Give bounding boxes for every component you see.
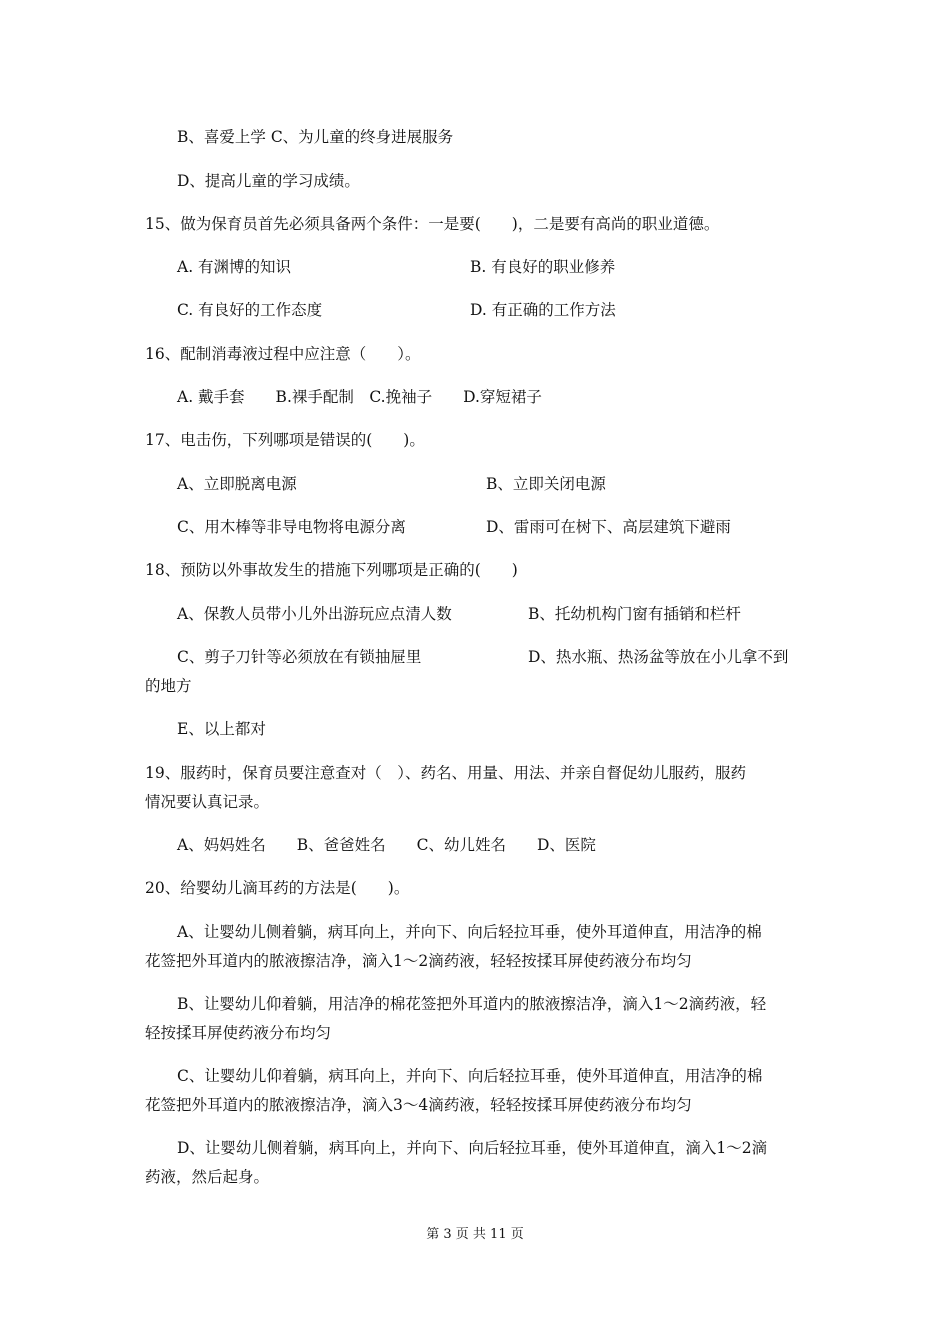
q15-option-b: B. 有良好的职业修养 (470, 258, 616, 276)
page-footer: 第 3 页 共 11 页 (426, 1227, 524, 1242)
q20-option-d: D、让婴幼儿侧着躺，病耳向上，并向下、向后轻拉耳垂，使外耳道伸直，滴入1～2滴 (177, 1139, 768, 1157)
q20-option-b: B、让婴幼儿仰着躺，用洁净的棉花签把外耳道内的脓液擦洁净，滴入1～2滴药液，轻 (177, 995, 767, 1013)
q17-option-b: B、立即关闭电源 (486, 475, 606, 493)
q20-option-b-cont: 轻按揉耳屏使药液分布均匀 (145, 1024, 332, 1042)
q17-stem: 17、电击伤，下列哪项是错误的( )。 (145, 431, 425, 449)
q19-stem: 19、服药时，保育员要注意查对（ ）、药名、用量、用法、并亲自督促幼儿服药，服药 (145, 764, 746, 782)
q17-option-c: C、用木棒等非导电物将电源分离 (177, 518, 406, 536)
q20-option-a-cont: 花签把外耳道内的脓液擦洁净，滴入1～2滴药液，轻轻按揉耳屏使药液分布均匀 (145, 952, 692, 970)
q18-option-c: C、剪子刀针等必须放在有锁抽屉里 (177, 648, 422, 666)
q19-options: A、妈妈姓名 B、爸爸姓名 C、幼儿姓名 D、医院 (177, 836, 596, 854)
q20-option-d-cont: 药液，然后起身。 (145, 1168, 270, 1186)
q15-option-c: C. 有良好的工作态度 (177, 301, 323, 319)
q20-option-a: A、让婴幼儿侧着躺，病耳向上，并向下、向后轻拉耳垂，使外耳道伸直，用洁净的棉 (177, 923, 762, 941)
q15-option-d: D. 有正确的工作方法 (470, 301, 616, 319)
q18-option-a: A、保教人员带小儿外出游玩应点清人数 (177, 605, 452, 623)
q14-option-d: D、提高儿童的学习成绩。 (177, 172, 360, 190)
q18-stem: 18、预防以外事故发生的措施下列哪项是正确的( ) (145, 561, 518, 579)
q18-option-d-cont: 的地方 (145, 677, 192, 695)
q20-stem: 20、给婴幼儿滴耳药的方法是( )。 (145, 879, 410, 897)
q16-options: A. 戴手套 B.裸手配制 C.挽袖子 D.穿短裙子 (177, 388, 542, 406)
q18-option-d: D、热水瓶、热汤盆等放在小儿拿不到 (528, 648, 789, 666)
q17-option-a: A、立即脱离电源 (177, 475, 297, 493)
q15-option-a: A. 有渊博的知识 (177, 258, 292, 276)
q17-option-d: D、雷雨可在树下、高层建筑下避雨 (486, 518, 731, 536)
q18-option-b: B、托幼机构门窗有插销和栏杆 (528, 605, 741, 623)
q16-stem: 16、配制消毒液过程中应注意（ ）。 (145, 345, 421, 363)
q19-stem-cont: 情况要认真记录。 (145, 793, 270, 811)
q15-stem: 15、做为保育员首先必须具备两个条件：一是要( )，二是要有高尚的职业道德。 (145, 215, 720, 233)
q20-option-c-cont: 花签把外耳道内的脓液擦洁净，滴入3～4滴药液，轻轻按揉耳屏使药液分布均匀 (145, 1096, 692, 1114)
q20-option-c: C、让婴幼儿仰着躺，病耳向上，并向下、向后轻拉耳垂，使外耳道伸直，用洁净的棉 (177, 1067, 763, 1085)
q14-option-b-c: B、喜爱上学 C、为儿童的终身进展服务 (177, 128, 454, 146)
q18-option-e: E、以上都对 (177, 720, 266, 738)
